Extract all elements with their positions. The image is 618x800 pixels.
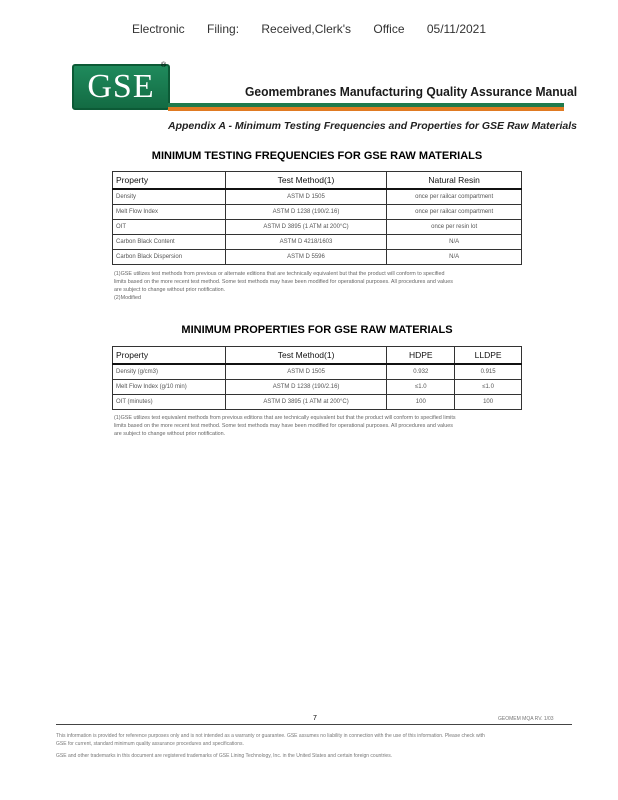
column-header: Test Method(1) [225, 347, 387, 365]
cell: ASTM D 1238 (190/2.16) [225, 205, 387, 220]
cell: N/A [387, 250, 522, 265]
footnote-line: limits based on the more recent test method. Some test methods may have been modified for operational purposes. All procedures and values [114, 279, 453, 285]
document-code: GEOMEM MQA RV. 1/03 [498, 716, 554, 722]
cell: Density [113, 189, 226, 205]
filing-date: 05/11/2021 [426, 22, 487, 36]
manual-title: Geomembranes Manufacturing Quality Assurance Manual [245, 84, 578, 99]
footnote-line: are subject to change without prior notification. [114, 287, 226, 293]
cell: Carbon Black Dispersion [113, 250, 226, 265]
table-row [113, 220, 522, 235]
column-header: Property [113, 347, 226, 365]
filing-office: Office [373, 22, 405, 36]
cell: Density (g/cm3) [113, 364, 226, 380]
cell: 100 [387, 395, 455, 410]
cell: N/A [387, 235, 522, 250]
cell: 0.932 [387, 364, 455, 380]
cell: 100 [455, 395, 522, 410]
frequencies-title: MINIMUM TESTING FREQUENCIES FOR GSE RAW MATERIALS [151, 150, 483, 162]
column-header: Property [113, 172, 226, 190]
table-row [113, 189, 522, 205]
gse-logo: GSE [72, 64, 170, 110]
appendix-title: Appendix A - Minimum Testing Frequencies and Properties for GSE Raw Materials [168, 120, 577, 132]
footnote-line: limits based on the more recent test method. Some test methods may have been modified for operational purposes. All procedures and values [114, 423, 453, 429]
properties-title: MINIMUM PROPERTIES FOR GSE RAW MATERIALS [181, 324, 453, 336]
table-row [113, 250, 522, 265]
footer-disclaimer-2: GSE for current, standard minimum quality assurance procedures and specifications. [56, 741, 244, 747]
frequencies-footnote [114, 270, 524, 302]
column-header: Test Method(1) [225, 172, 387, 190]
cell: ASTM D 4218/1603 [225, 235, 387, 250]
cell: ASTM D 1238 (190/2.16) [225, 380, 387, 395]
cell: ≤1.0 [455, 380, 522, 395]
filing-received: Received,Clerk's [261, 22, 352, 36]
table-row [113, 364, 522, 380]
footnote-line: (1)GSE utilizes test equivalent methods from previous editions that are technically equivalent but that the product will conform to specified limits [114, 415, 456, 421]
cell: ≤1.0 [387, 380, 455, 395]
cell: Melt Flow Index (g/10 min) [113, 380, 226, 395]
column-header: HDPE [387, 347, 455, 365]
column-header: Natural Resin [387, 172, 522, 190]
table-header-row [113, 172, 522, 190]
table-header-row [113, 347, 522, 365]
table-row [113, 205, 522, 220]
filing-label: Filing: [207, 22, 240, 36]
footnote-line: (1)GSE utilizes test methods from previous or alternate editions that are technically equivalent but that the product will conform to specified [114, 271, 445, 277]
properties-footnote [114, 414, 524, 438]
footer-divider [56, 724, 572, 725]
cell: OIT (minutes) [113, 395, 226, 410]
cell: ASTM D 1505 [225, 189, 387, 205]
frequencies-table [112, 171, 522, 265]
footer-disclaimer-1: This information is provided for reference purposes only and is not intended as a warranty or guarantee. GSE assumes no liability in connection with the use of this information. Please check with [56, 733, 485, 739]
cell: ASTM D 1505 [225, 364, 387, 380]
footnote-line: are subject to change without prior notification. [114, 431, 226, 437]
cell: OIT [113, 220, 226, 235]
cell: once per railcar compartment [387, 189, 522, 205]
filing-electronic: Electronic [131, 22, 185, 36]
cell: once per resin lot [387, 220, 522, 235]
cell: ASTM D 3895 (1 ATM at 200°C) [225, 220, 387, 235]
table-row [113, 395, 522, 410]
page-number: 7 [313, 715, 317, 722]
filing-stamp [0, 22, 618, 36]
cell: ASTM D 5596 [225, 250, 387, 265]
registered-mark: ® [161, 62, 167, 69]
cell: Carbon Black Content [113, 235, 226, 250]
footer-trademark: GSE and other trademarks in this document are registered trademarks of GSE Lining Technology, Inc. in the United States and certain foreign countries. [56, 753, 393, 759]
cell: ASTM D 3895 (1 ATM at 200°C) [225, 395, 387, 410]
table-row [113, 380, 522, 395]
cell: Melt Flow Index [113, 205, 226, 220]
footnote-line: (2)Modified [114, 295, 141, 301]
cell: 0.915 [455, 364, 522, 380]
header-rule-orange [168, 107, 564, 111]
cell: once per railcar compartment [387, 205, 522, 220]
column-header: LLDPE [455, 347, 522, 365]
table-row [113, 235, 522, 250]
properties-table [112, 346, 522, 410]
